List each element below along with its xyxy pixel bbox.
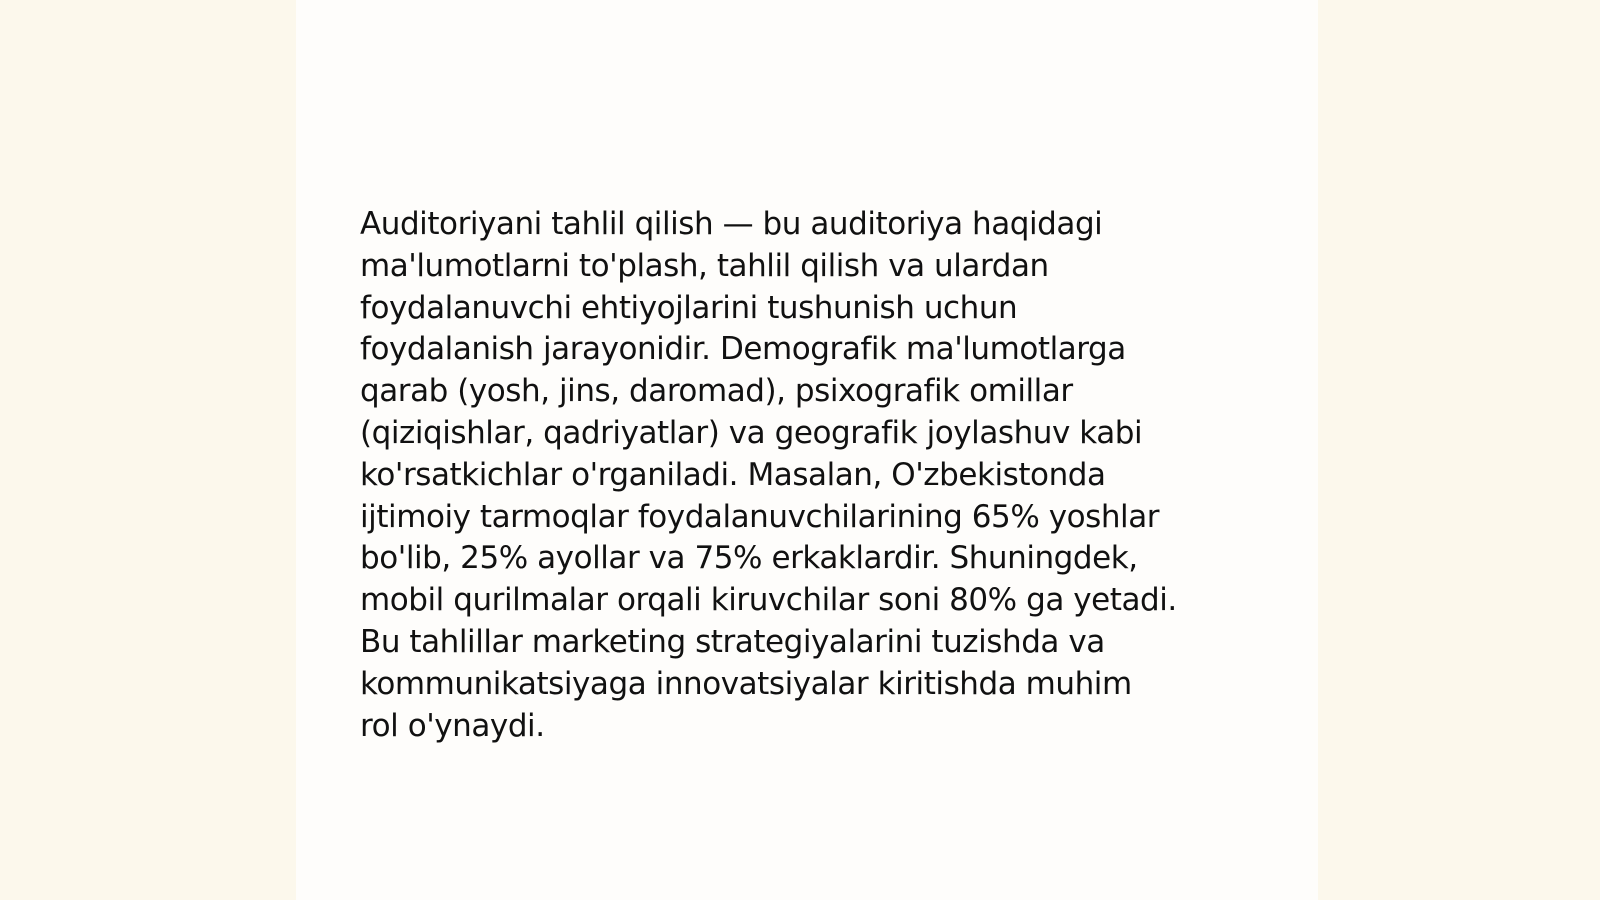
slide-paragraph: Auditoriyani tahlil qilish — bu auditoriya haqidagi ma'lumotlarni to'plash, tahlil qilish va ulardan foydalanuvchi ehtiyojlarini tushunish uchun foydalanish jarayonidir. Demografik ma'lumotlarga qarab (yosh, jins, daromad), psixografik omillar (qiziqishlar, qadriyatlar) va geografik joylashuv kabi ko'rsatkichlar o'rganiladi. Masalan, O'zbekistonda ijtimoiy tarmoqlar foydalanuvchilarining 65% yoshlar bo'lib, 25% ayollar va 75% erkaklardir. Shuningdek, mobil qurilmalar orqali kiruvchilar soni 80% ga yetadi. Bu tahlillar marketing strategiyalarini tuzishda va kommunikatsiyaga innovatsiyalar kiritishda muhim rol o'ynaydi. bbox=[360, 206, 1177, 744]
slide bbox=[296, 0, 1318, 900]
